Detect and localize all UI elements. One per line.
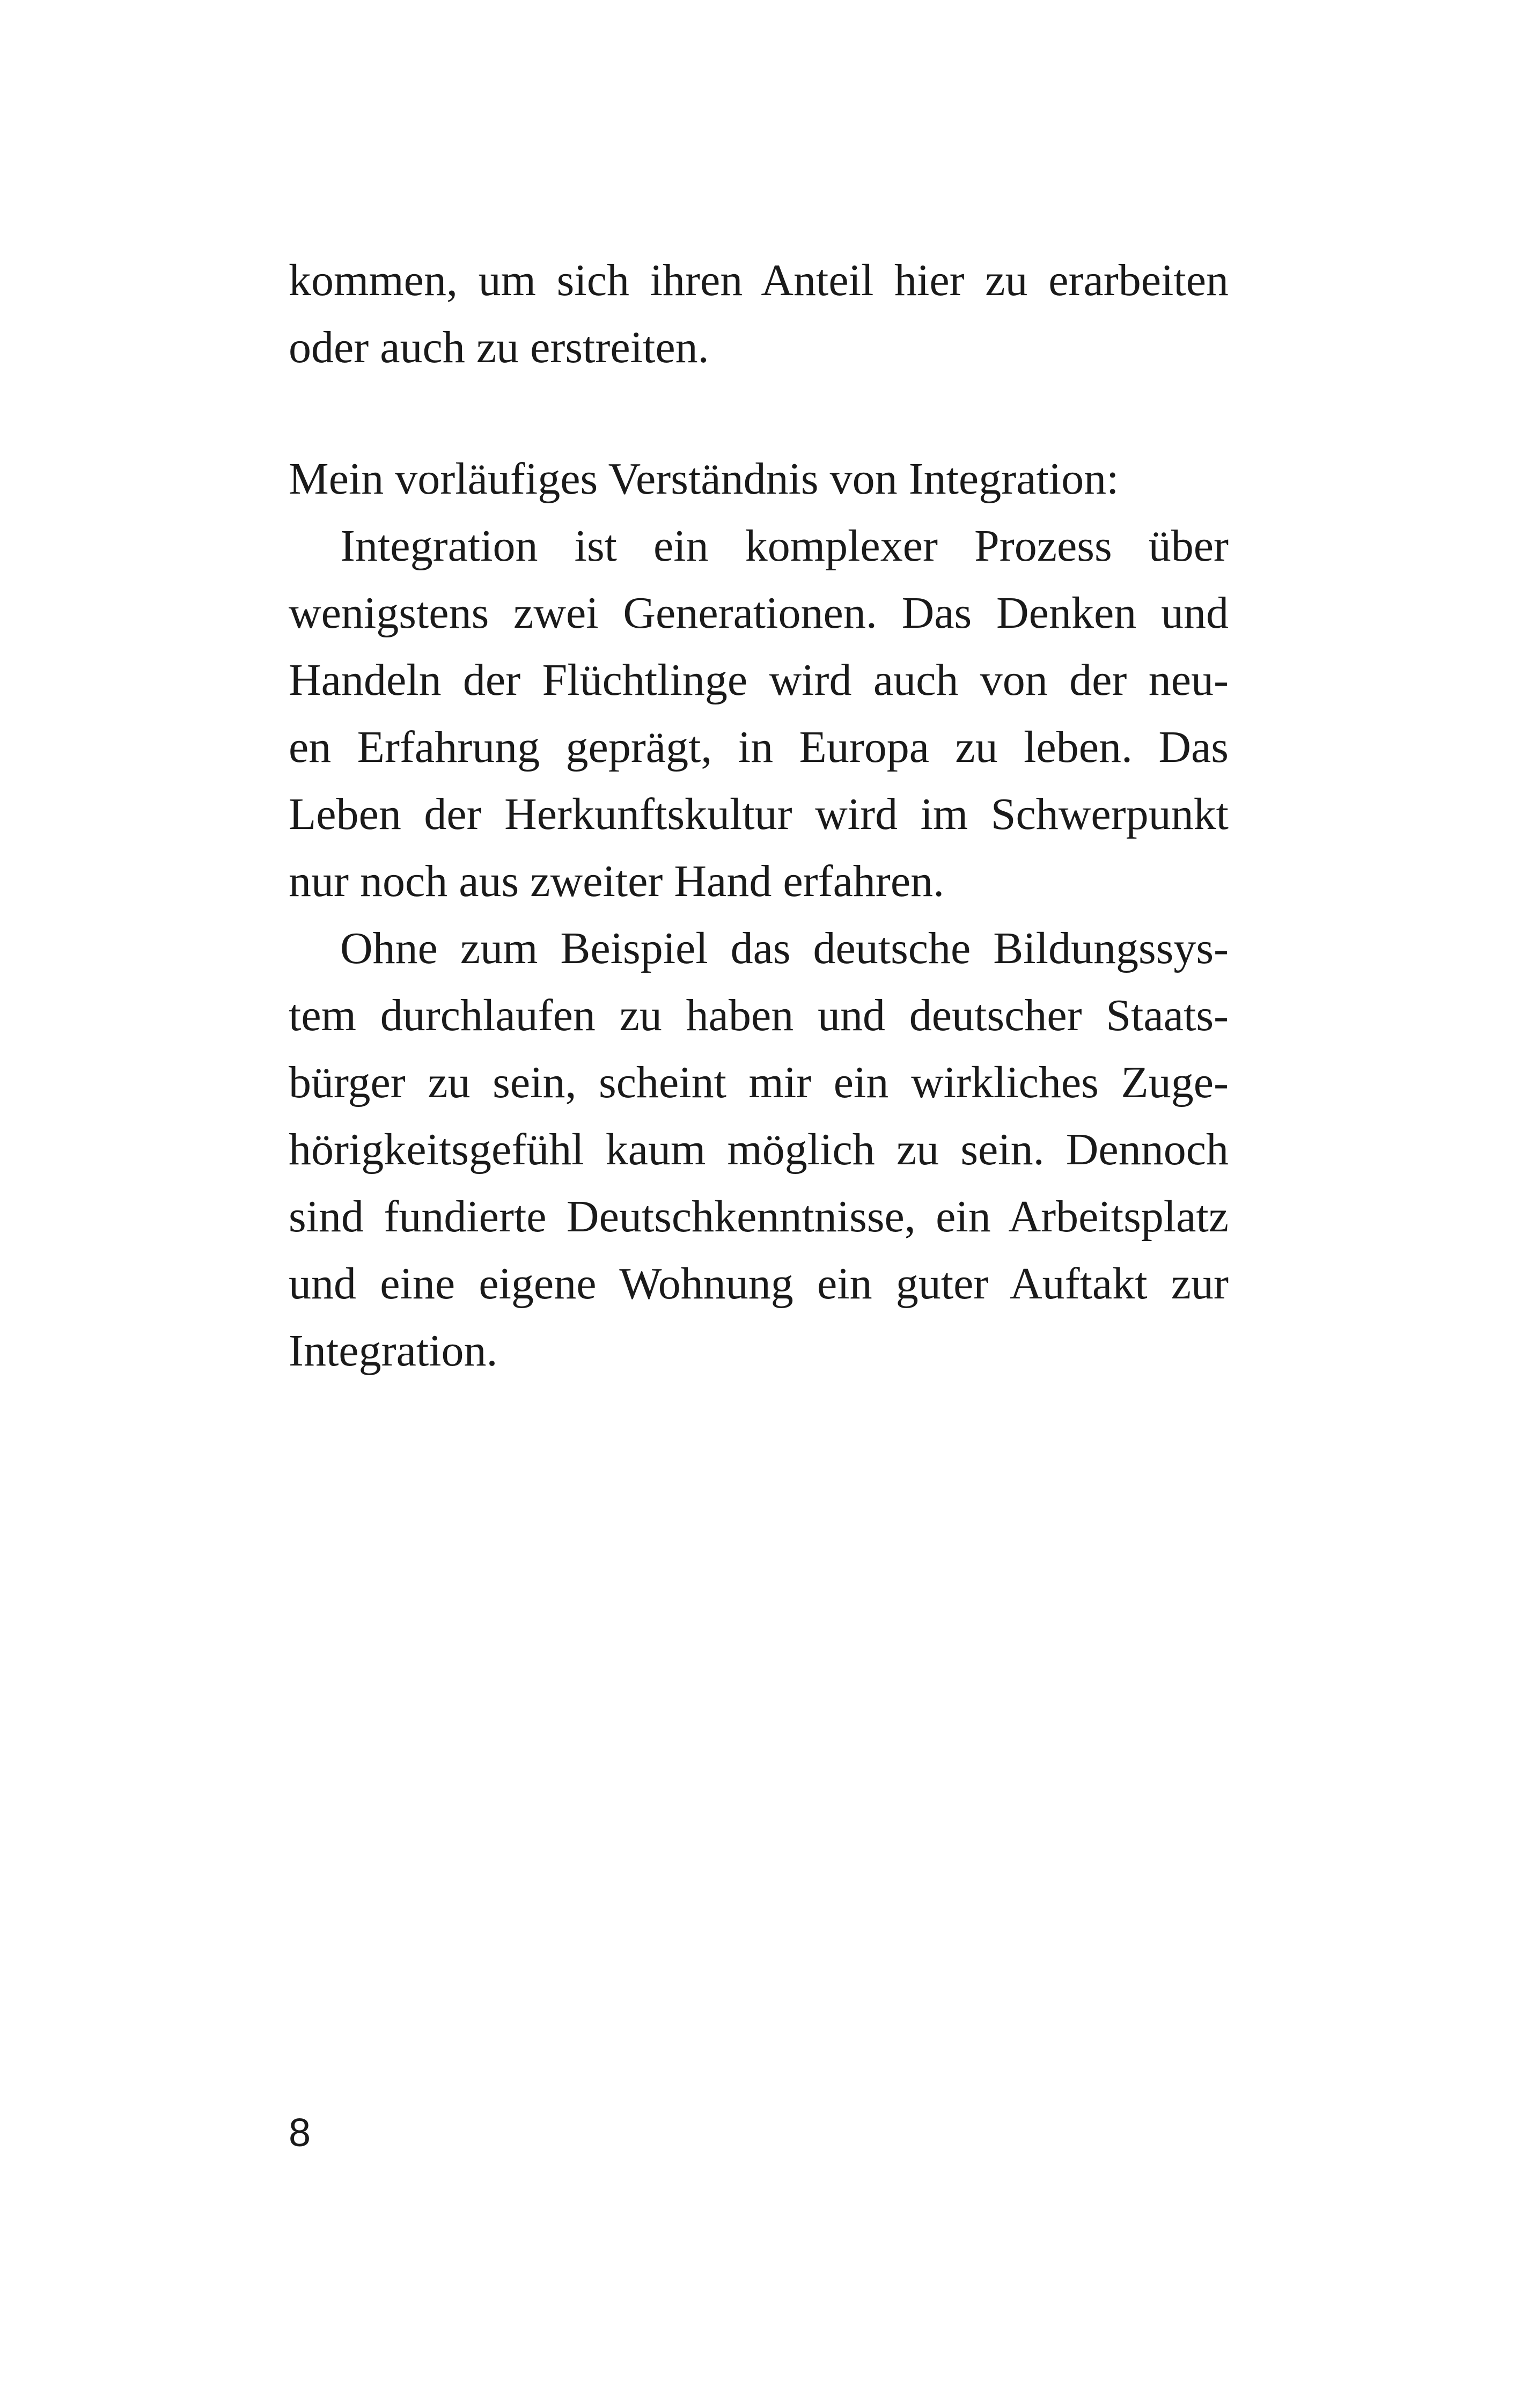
text-line: nur noch aus zweiter Hand erfahren.: [289, 856, 945, 906]
text-line: Integration.: [289, 1326, 498, 1376]
text-line: en Erfahrung geprägt, in Europa zu leben. Das: [289, 722, 1229, 772]
text-line: sind fundierte Deutschkenntnisse, ein Arbeitsplatz: [289, 1192, 1229, 1242]
paragraph-2: [289, 915, 1229, 1384]
text-line: Leben der Herkunftskultur wird im Schwerpunkt: [289, 789, 1229, 839]
text-line: Handeln der Flüchtlinge wird auch von der neu-: [289, 655, 1229, 705]
text-line: Integration ist ein komplexer Prozess über: [340, 521, 1229, 571]
text-line: und eine eigene Wohnung ein guter Auftakt zur: [289, 1259, 1229, 1309]
paragraph-1: [289, 512, 1229, 915]
integration-section: [289, 445, 1229, 1384]
section-heading-line: Mein vorläufiges Verständnis von Integration:: [289, 454, 1119, 504]
text-line: kommen, um sich ihren Anteil hier zu erarbeiten: [289, 255, 1229, 305]
text-line: bürger zu sein, scheint mir ein wirkliches Zuge-: [289, 1058, 1229, 1107]
page-number: 8: [289, 2110, 311, 2155]
text-line: tem durchlaufen zu haben und deutscher Staats-: [289, 990, 1229, 1040]
text-line: Ohne zum Beispiel das deutsche Bildungssys-: [340, 923, 1229, 973]
text-line: oder auch zu erstreiten.: [289, 322, 709, 372]
text-line: wenigstens zwei Generationen. Das Denken und: [289, 588, 1229, 638]
text-line: hörigkeitsgefühl kaum möglich zu sein. Dennoch: [289, 1125, 1229, 1174]
continuation-text: [289, 247, 1229, 381]
